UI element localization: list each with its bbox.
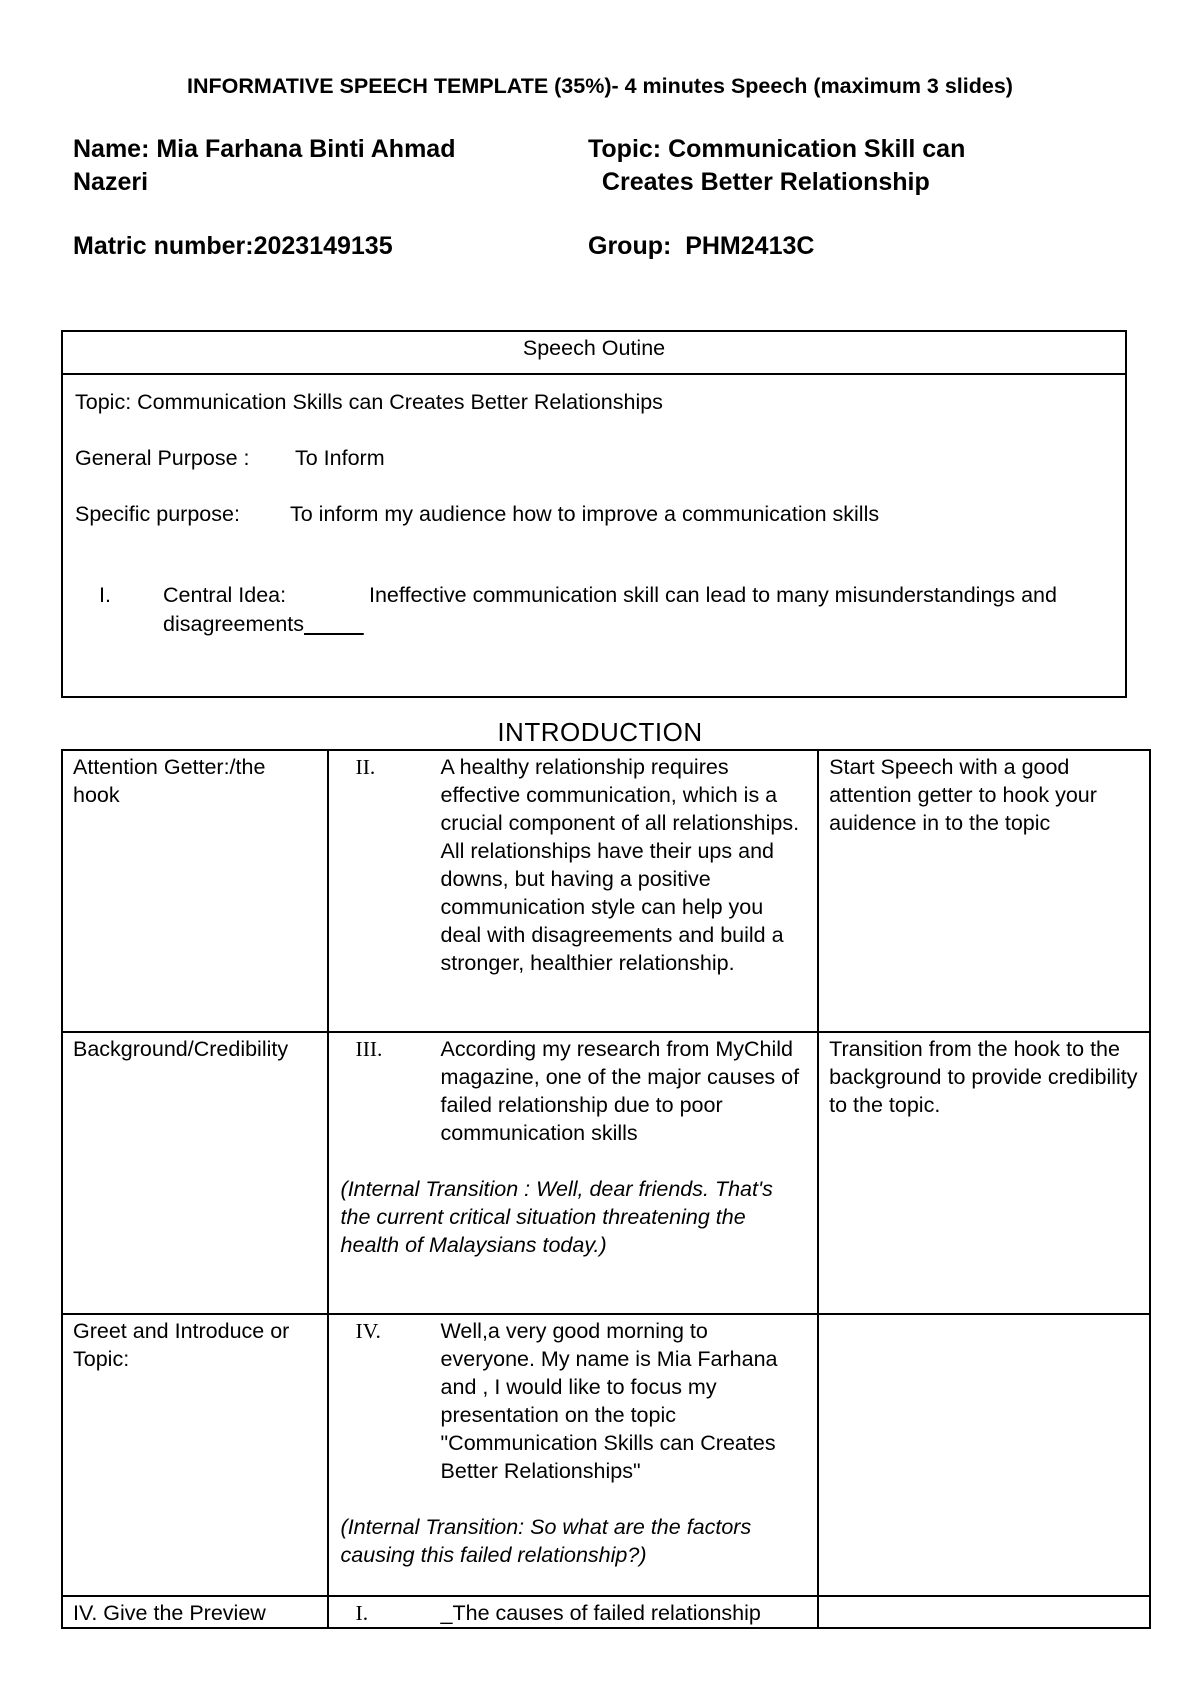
- row-text: According my research from MyChild magazine, one of the major causes of failed relationship due to poor communication skills: [440, 1037, 800, 1145]
- row-number: I.: [355, 1601, 369, 1625]
- row-note: [818, 1596, 1150, 1628]
- row-text: Well,a very good morning to everyone. My name is Mia Farhana and , I would like to focus my presentation on the topic "Communication Skills can Creates Better Relationships": [440, 1319, 778, 1483]
- row-number: III.: [355, 1037, 383, 1061]
- row-number: II.: [355, 755, 376, 779]
- table-row: [62, 750, 1150, 1032]
- row-content: [328, 1596, 819, 1628]
- outline-topic: Topic: Communication Skills can Creates Better Relationships: [75, 390, 663, 414]
- row-number: IV.: [355, 1319, 381, 1343]
- general-purpose-label: General Purpose :: [75, 446, 250, 470]
- internal-transition: (Internal Transition: So what are the factors causing this failed relationship?): [340, 1515, 752, 1567]
- central-idea-blank: [304, 612, 364, 636]
- speech-outline-table: [61, 330, 1127, 698]
- row-content: [328, 1032, 819, 1314]
- row-content: [328, 750, 819, 1032]
- central-idea-number: I.: [99, 583, 111, 607]
- student-name-line1: Name: Mia Farhana Binti Ahmad: [73, 135, 456, 163]
- table-row: [62, 1032, 1150, 1314]
- outline-body: [62, 374, 1126, 697]
- row-note: [818, 1314, 1150, 1596]
- table-row: [62, 1596, 1150, 1628]
- central-idea-label: Central Idea:: [163, 583, 287, 607]
- general-purpose-value: To Inform: [295, 446, 385, 470]
- speech-topic-line2: Creates Better Relationship: [601, 168, 930, 196]
- specific-purpose: [75, 501, 1115, 527]
- row-note: Transition from the hook to the background to provide credibility to the topic.: [818, 1032, 1150, 1314]
- matric-number: Matric number:2023149135: [73, 232, 393, 260]
- introduction-table: [61, 749, 1151, 1629]
- row-label: Attention Getter:/the hook: [62, 750, 328, 1032]
- page-title: INFORMATIVE SPEECH TEMPLATE (35%)- 4 minutes Speech (maximum 3 slides): [187, 74, 1013, 98]
- row-note: Start Speech with a good attention getter to hook your auidence in to the topic: [818, 750, 1150, 1032]
- row-content: [328, 1314, 819, 1596]
- row-label: Background/Credibility: [62, 1032, 328, 1314]
- speech-topic-line1: Topic: Communication Skill can: [588, 135, 966, 163]
- specific-purpose-label: Specific purpose:: [75, 502, 240, 526]
- internal-transition: (Internal Transition : Well, dear friends. That's the current critical situation threatening the health of Malaysians today.): [340, 1177, 773, 1257]
- student-name-line2: Nazeri: [73, 168, 149, 196]
- introduction-title: INTRODUCTION: [497, 717, 703, 747]
- row-label: IV. Give the Preview: [62, 1596, 328, 1628]
- row-text: _The causes of failed relationship: [440, 1601, 761, 1625]
- row-label: Greet and Introduce or Topic:: [62, 1314, 328, 1596]
- specific-purpose-value: To inform my audience how to improve a communication skills: [290, 502, 880, 526]
- general-purpose: [75, 445, 1115, 471]
- central-idea-value: Ineffective communication skill can lead to many misunderstandings and disagreements: [163, 583, 1057, 636]
- group-code: Group: PHM2413C: [588, 232, 815, 260]
- outline-header: Speech Outine: [62, 331, 1126, 374]
- central-idea: [75, 581, 1115, 639]
- table-row: [62, 1314, 1150, 1596]
- row-text: A healthy relationship requires effective communication, which is a crucial component of all relationships. All relationships have their ups and downs, but having a positive communication style can help you deal with disagreements and build a stronger, healthier relationship.: [440, 755, 800, 975]
- speech-topic: [588, 133, 965, 199]
- student-name: [73, 133, 455, 199]
